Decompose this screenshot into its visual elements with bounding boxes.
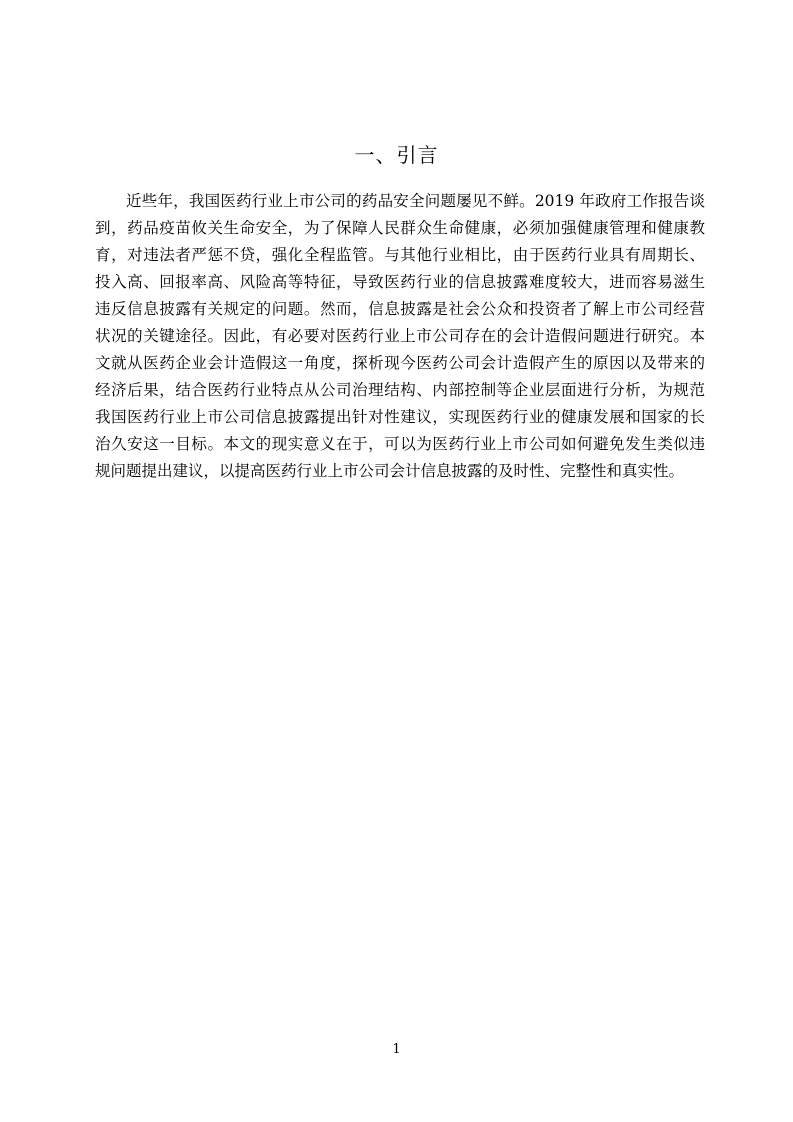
paragraph-line: 状况的关键途径。因此，有必要对医药行业上市公司存在的会计造假问题进行研究。本: [95, 327, 705, 345]
section-title: 一、引言: [354, 143, 439, 167]
paragraph-line: 文就从医药企业会计造假这一角度，探析现今医药公司会计造假产生的原因以及带来的: [95, 354, 705, 372]
paragraph-line: 到，药品疫苗攸关生命安全，为了保障人民群众生命健康，必须加强健康管理和健康教: [95, 219, 705, 237]
paragraph-line: 治久安这一目标。本文的现实意义在于，可以为医药行业上市公司如何避免发生类似违: [95, 435, 705, 453]
paragraph-line: 经济后果，结合医药行业特点从公司治理结构、内部控制等企业层面进行分析，为规范: [95, 381, 705, 399]
paragraph-line: 投入高、回报率高、风险高等特征，导致医药行业的信息披露难度较大，进而容易滋生: [95, 273, 705, 291]
paragraph-line: 规问题提出建议，以提高医药行业上市公司会计信息披露的及时性、完整性和真实性。: [95, 462, 685, 480]
page-number: 1: [392, 1042, 401, 1057]
paragraph-line: 我国医药行业上市公司信息披露提出针对性建议，实现医药行业的健康发展和国家的长: [95, 408, 705, 426]
paragraph-line: 育，对违法者严惩不贷，强化全程监管。与其他行业相比，由于医药行业具有周期长、: [95, 246, 705, 264]
paragraph-line: 近些年，我国医药行业上市公司的药品安全问题屡见不鲜。2019 年政府工作报告谈: [126, 192, 705, 210]
paragraph-line: 违反信息披露有关规定的问题。然而，信息披露是社会公众和投资者了解上市公司经营: [95, 300, 705, 318]
introduction-paragraph: [95, 188, 705, 485]
